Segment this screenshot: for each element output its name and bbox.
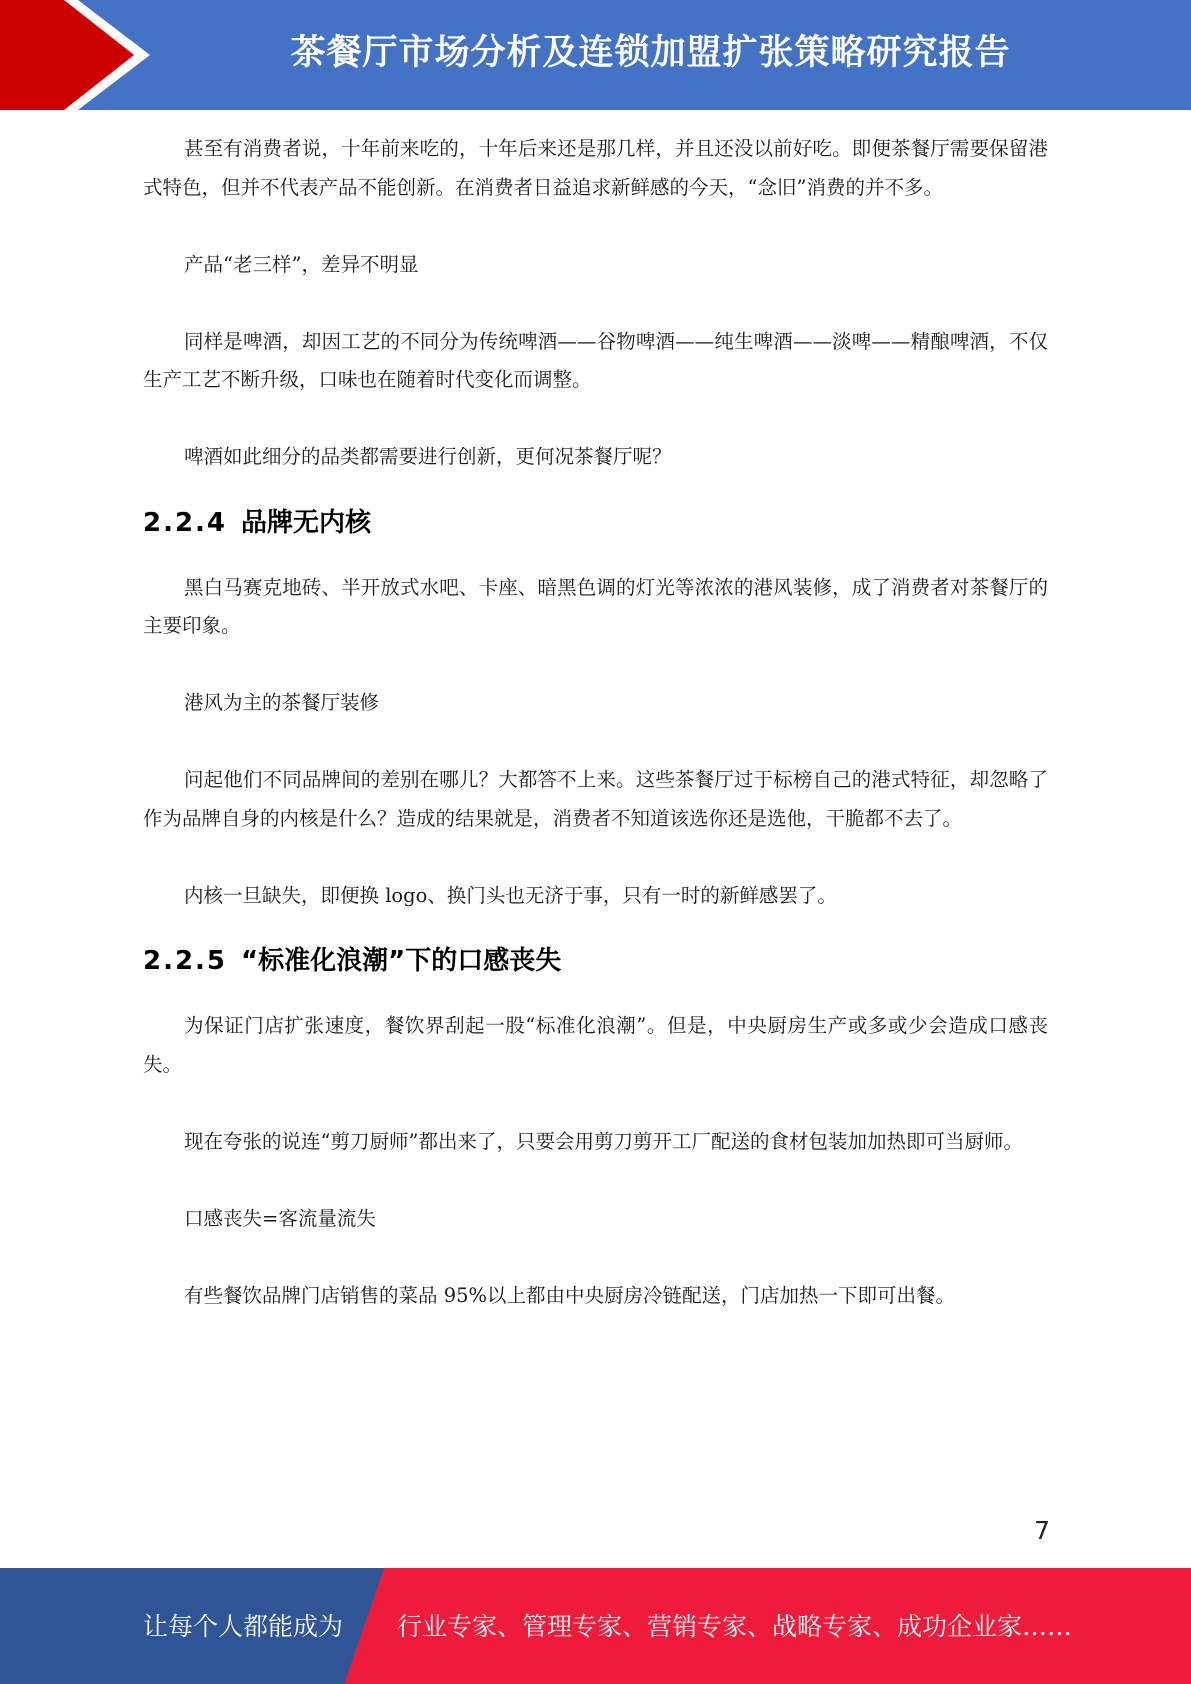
paragraph-brand-difference: 问起他们不同品牌间的差别在哪儿？大都答不上来。这些茶餐厅过于标榜自己的港式特征，却忽略了作为品牌自身的内核是什么？造成的结果就是，消费者不知道该选你还是选他，干脆都不去了。 bbox=[143, 768, 1048, 830]
section-title: 品牌无内核 bbox=[241, 507, 372, 538]
paragraph-beer-example: 同样是啤酒，却因工艺的不同分为传统啤酒——谷物啤酒——纯生啤酒——淡啤——精酿啤酒，不仅生产工艺不断升级，口味也在随着时代变化而调整。 bbox=[143, 329, 1048, 391]
paragraph-hk-decor: 黑白马赛克地砖、半开放式水吧、卡座、暗黑色调的灯光等浓浓的港风装修，成了消费者对茶餐厅的主要印象。 bbox=[143, 575, 1048, 637]
paragraph-standardization: 为保证门店扩张速度，餐饮界刮起一股“标准化浪潮”。但是，中央厨房生产或多或少会造成口感丧失。 bbox=[143, 1014, 1048, 1076]
page-number: 7 bbox=[1034, 1516, 1050, 1545]
section-heading-2-2-5 bbox=[143, 941, 1048, 981]
section-heading-2-2-4 bbox=[143, 503, 1048, 543]
paragraph-core-missing: 内核一旦缺失，即便换 logo、换门头也无济于事，只有一时的新鲜感罢了。 bbox=[184, 883, 837, 907]
header-chevron-graphic bbox=[0, 0, 160, 110]
page-footer bbox=[0, 1568, 1191, 1684]
paragraph-consumer-opinion: 甚至有消费者说，十年前来吃的，十年后来还是那几样，并且还没以前好吃。即便茶餐厅需要保留港式特色，但并不代表产品不能创新。在消费者日益追求新鲜感的今天，“念旧”消费的并不多。 bbox=[143, 137, 1048, 199]
section-number: 2.2.4 bbox=[143, 507, 228, 538]
header-red-chevron bbox=[0, 0, 134, 110]
report-title: 茶餐厅市场分析及连锁加盟扩张策略研究报告 bbox=[290, 33, 1011, 73]
paragraph-scissor-chef: 现在夸张的说连“剪刀厨师”都出来了，只要会用剪刀剪开工厂配送的食材包装加加热即可当厨师。 bbox=[184, 1129, 1023, 1153]
document-body bbox=[143, 130, 1048, 1315]
section-number: 2.2.5 bbox=[143, 946, 228, 976]
subheading-old-three: 产品“老三样”，差异不明显 bbox=[184, 252, 419, 276]
section-title: “标准化浪潮”下的口感丧失 bbox=[241, 946, 562, 976]
subheading-taste-loss: 口感丧失=客流量流失 bbox=[184, 1206, 376, 1230]
footer-slogan-left: 让每个人都能成为 bbox=[143, 1612, 344, 1641]
page-header bbox=[0, 0, 1191, 110]
paragraph-beer-question: 啤酒如此细分的品类都需要进行创新，更何况茶餐厅呢？ bbox=[184, 445, 672, 468]
subheading-hk-decor: 港风为主的茶餐厅装修 bbox=[184, 691, 380, 714]
paragraph-central-kitchen: 有些餐饮品牌门店销售的菜品 95%以上都由中央厨房冷链配送，门店加热一下即可出餐。 bbox=[184, 1283, 956, 1307]
footer-slogan-right: 行业专家、管理专家、营销专家、战略专家、成功企业家…… bbox=[397, 1612, 1073, 1641]
